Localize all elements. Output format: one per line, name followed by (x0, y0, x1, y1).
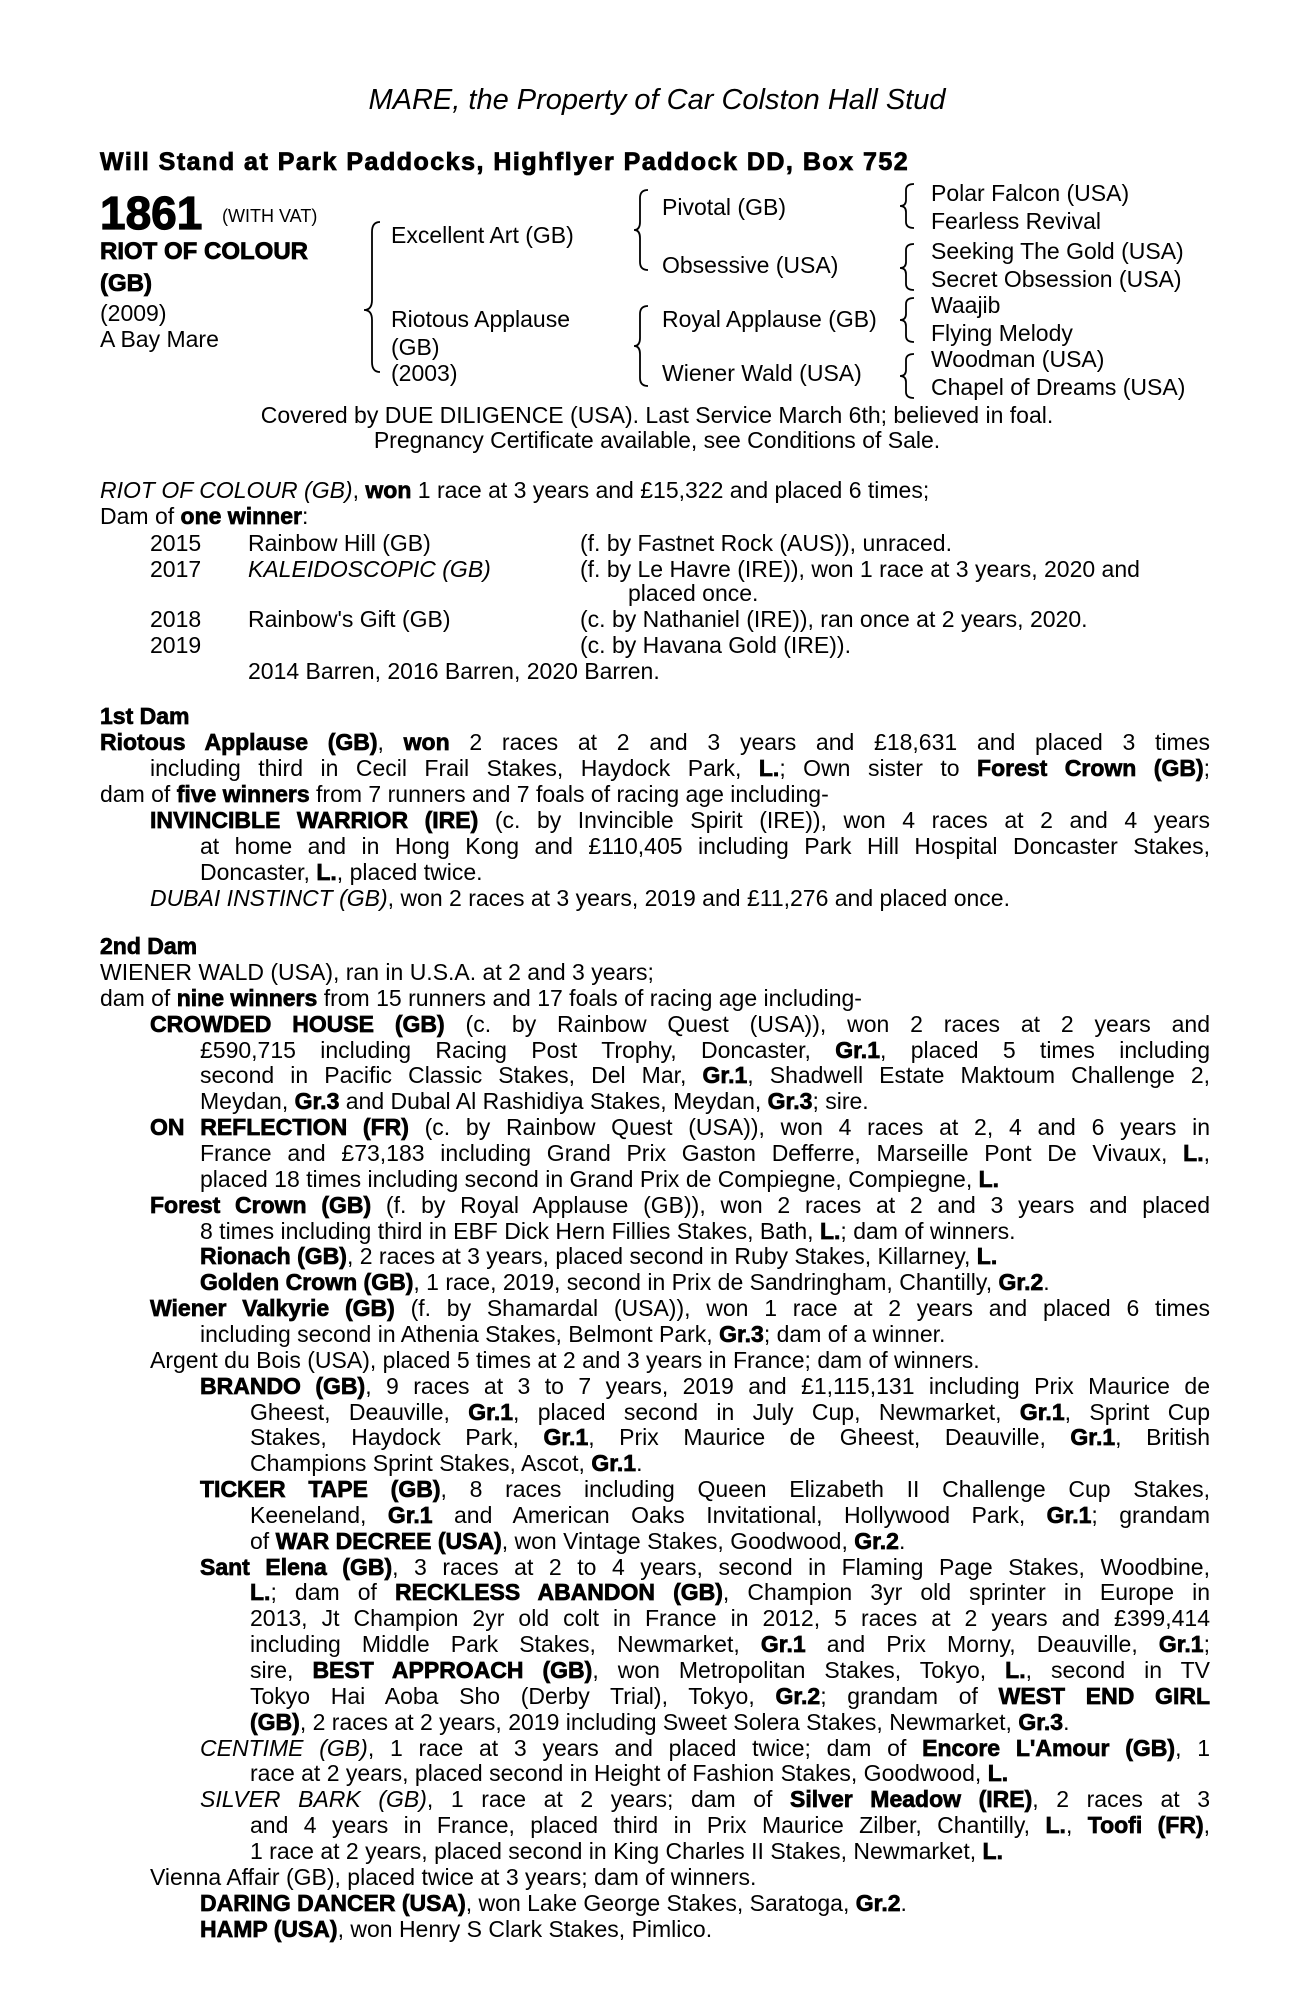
second-dam-line (150, 1193, 1210, 1219)
text-segment: , Shadwell Estate Maktoum Challenge 2, (747, 1062, 1211, 1089)
bold-text: Toofi (FR) (1087, 1812, 1204, 1839)
bold-text: Gr.1 (835, 1036, 880, 1063)
pedigree-dam-line3: (2003) (391, 360, 458, 386)
second-dam-line (250, 1425, 1210, 1451)
text-segment: , (1203, 1812, 1210, 1839)
bold-text: Gr.1 (387, 1501, 433, 1528)
second-dam-line (200, 1089, 1210, 1115)
bold-text: DARING DANCER (USA) (200, 1889, 466, 1916)
second-dam-line (200, 1063, 1210, 1089)
text-segment: , 2 races at 3 (1032, 1786, 1211, 1813)
bold-text: L. (250, 1579, 271, 1606)
text-segment: , 8 races including Queen Elizabeth II Challenge Cup Stakes, (440, 1476, 1210, 1502)
text-segment: ; grandam (1091, 1501, 1210, 1528)
bold-text: Gr.2 (855, 1889, 901, 1916)
text-segment: Tokyo Hai Aoba Sho (Derby Trial), Tokyo, (250, 1682, 776, 1709)
text-segment: , placed second in July Cup, Newmarket, (513, 1398, 1020, 1425)
text-segment: ; dam of winners. (840, 1217, 1016, 1244)
text-segment: placed 18 times including second in Grand Prix de Compiegne, Compiegne, (200, 1165, 979, 1192)
bold-text: L. (758, 755, 780, 781)
text-segment: , 9 races at 3 to 7 years, 2019 and £1,115,131 including Prix Maurice de (365, 1372, 1210, 1399)
bold-text: L. (1005, 1657, 1026, 1683)
second-dam-line (250, 1813, 1210, 1839)
bold-text: BEST APPROACH (GB) (312, 1657, 593, 1683)
foal-name: Rainbow Hill (GB) (248, 530, 431, 556)
bold-text: L. (987, 1760, 1009, 1787)
bold-text: five winners (176, 781, 310, 807)
first-dam-line (100, 886, 1260, 912)
text-segment: , 1 race at 3 years and placed twice; dam of (367, 1734, 923, 1761)
second-dam-line (150, 1348, 1210, 1374)
text-segment: dam of (100, 984, 177, 1011)
horse-name: RIOT OF COLOUR (GB) (100, 238, 308, 297)
first-dam-line (100, 860, 1310, 886)
text-segment: ; sire. (812, 1088, 869, 1115)
text-segment: of (250, 1527, 276, 1554)
text-segment: . (636, 1450, 643, 1477)
second-dam-line (100, 986, 1210, 1012)
pedigree-dsd: Flying Melody (931, 320, 1073, 346)
pregnancy-note: Pregnancy Certificate available, see Conditions of Sale. (373, 427, 941, 453)
text-segment: , Champion 3yr old sprinter in Europe in (722, 1579, 1210, 1606)
second-dam-line (100, 960, 1210, 986)
pedigree-sire-sire: Pivotal (GB) (662, 194, 786, 220)
bold-text: Golden Crown (GB) (200, 1269, 414, 1296)
pedigree-dss: Waajib (931, 292, 1001, 318)
first-dam-line (100, 730, 1210, 756)
second-dam-line (200, 1322, 1210, 1348)
intro-rest: 1 race at 3 years and £15,322 and placed 6 times; (411, 477, 930, 503)
second-dam-line (150, 1115, 1210, 1141)
foal-name: KALEIDOSCOPIC (GB) (248, 556, 491, 582)
bold-text: Gr.2 (998, 1269, 1044, 1296)
bold-text: Wiener Valkyrie (GB) (150, 1295, 395, 1321)
pedigree-dam-line2: (GB) (391, 334, 440, 360)
text-segment: including third in Cecil Frail Stakes, Haydock Park, (150, 755, 759, 781)
dam-of-end: : (301, 503, 309, 529)
second-dam-line (250, 1400, 1210, 1426)
second-dam-line (200, 1219, 1210, 1245)
bold-text: L. (1183, 1140, 1204, 1166)
italic-text: SILVER BARK (GB) (200, 1786, 427, 1813)
bold-text: Gr.1 (760, 1631, 806, 1658)
pedigree-dds: Woodman (USA) (931, 346, 1105, 372)
text-segment: . (900, 1889, 907, 1916)
bold-text: nine winners (176, 984, 318, 1011)
text-segment: , (377, 729, 404, 755)
text-segment: from 7 runners and 7 foals of racing age including- (309, 781, 829, 807)
second-dam-line (200, 1917, 1210, 1943)
barren-years: 2014 Barren, 2016 Barren, 2020 Barren. (248, 658, 660, 684)
text-segment: , 2 races at 3 years, placed second in Ruby Stakes, Killarney, (346, 1243, 977, 1270)
pedigree-dam-line1: Riotous Applause (391, 306, 571, 332)
text-segment: ; grandam of (820, 1682, 999, 1709)
bold-text: L. (1045, 1812, 1066, 1839)
bold-text: Gr.1 (543, 1424, 589, 1451)
text-segment: Argent du Bois (USA), placed 5 times at 2 and 3 years in France; dam of winners. (150, 1346, 980, 1373)
pedigree-braces (0, 0, 1314, 420)
text-segment: race at 2 years, placed second in Height of Fashion Stakes, Goodwood, (250, 1760, 988, 1787)
foal-details: (c. by Havana Gold (IRE)). (580, 632, 851, 658)
text-segment: ; Own sister to (779, 755, 978, 781)
bold-text: Gr.1 (702, 1062, 748, 1089)
text-segment: and Prix Morny, Deauville, (805, 1631, 1159, 1658)
bold-text: L. (316, 859, 337, 885)
text-segment: France and £73,183 including Grand Prix Gaston Defferre, Marseille Pont De Vivaux, (200, 1140, 1184, 1166)
bold-text: Gr.1 (591, 1450, 637, 1477)
produce-intro: RIOT OF COLOUR (GB), won 1 race at 3 years and £15,322 and placed 6 times; (100, 477, 930, 503)
text-segment: £590,715 including Racing Post Trophy, Doncaster, (200, 1036, 836, 1063)
text-segment: 1 race at 2 years, placed second in King Charles II Stakes, Newmarket, (250, 1837, 983, 1864)
text-segment: Doncaster, (200, 859, 317, 885)
pedigree-sds: Seeking The Gold (USA) (931, 238, 1184, 264)
text-segment: 8 times including third in EBF Dick Hern Fillies Stakes, Bath, (200, 1217, 820, 1244)
second-dam-line (250, 1761, 1210, 1787)
first-dam-line (100, 756, 1210, 782)
second-dam-line (250, 1684, 1210, 1710)
text-segment: Meydan, (200, 1088, 295, 1115)
horse-foaling-year: (2009) (100, 300, 167, 326)
bold-text: L. (978, 1165, 1000, 1192)
first-dam-line (100, 782, 1210, 808)
bold-text: ON REFLECTION (FR) (150, 1114, 409, 1141)
pedigree-sss: Polar Falcon (USA) (931, 180, 1130, 206)
text-segment: Champions Sprint Stakes, Ascot, (250, 1450, 592, 1477)
second-dam-line (200, 1244, 1210, 1270)
pedigree-dam-sire: Royal Applause (GB) (662, 306, 877, 332)
second-dam-line (150, 1865, 1210, 1891)
text-segment: , (1065, 1812, 1088, 1839)
second-dam-line (250, 1658, 1210, 1684)
pedigree-sire: Excellent Art (GB) (391, 222, 574, 248)
text-segment: (c. by Rainbow Quest (USA)), won 4 races at 2, 4 and 6 years in (408, 1114, 1210, 1141)
text-segment: dam of (100, 781, 177, 807)
second-dam-line (200, 1038, 1210, 1064)
second-dam-line (200, 1141, 1210, 1167)
text-segment: Vienna Affair (GB), placed twice at 3 years; dam of winners. (150, 1863, 757, 1890)
bold-text: WAR DECREE (USA) (275, 1527, 502, 1554)
foal-name: Rainbow's Gift (GB) (248, 606, 451, 632)
text-segment: , won Henry S Clark Stakes, Pimlico. (337, 1915, 713, 1942)
text-segment: , Prix Maurice de Gheest, Deauville, (588, 1424, 1071, 1451)
covering-note: Covered by DUE DILIGENCE (USA). Last Service March 6th; believed in foal. (260, 402, 1054, 428)
text-segment: (c. by Rainbow Quest (USA)), won 2 races at 2 years and (444, 1010, 1210, 1037)
first-dam-heading: 1st Dam (100, 703, 190, 729)
second-dam-line (250, 1710, 1210, 1736)
bold-text: Gr.1 (1046, 1501, 1092, 1528)
foal-details: (f. by Le Havre (IRE)), won 1 race at 3 years, 2020 and (580, 556, 1140, 582)
text-segment: (f. by Shamardal (USA)), won 1 race at 2 years and placed 6 times (394, 1295, 1211, 1321)
second-dam-line (250, 1529, 1210, 1555)
horse-description: A Bay Mare (100, 326, 219, 352)
second-dam-line (200, 1270, 1210, 1296)
foal-year: 2017 (150, 556, 202, 582)
second-dam-line (200, 1167, 1210, 1193)
text-segment: , won Vintage Stakes, Goodwood, (501, 1527, 855, 1554)
lot-number: 1861 (100, 187, 203, 239)
bold-text: L. (819, 1217, 841, 1244)
text-segment: . (898, 1527, 906, 1554)
second-dam-heading: 2nd Dam (100, 933, 198, 959)
pedigree-ddd: Chapel of Dreams (USA) (931, 374, 1186, 400)
bold-text: Gr.3 (1018, 1708, 1064, 1735)
text-segment: (f. by Royal Applause (GB)), won 2 races at 2 and 3 years and placed (371, 1191, 1210, 1218)
second-dam-line (250, 1632, 1210, 1658)
text-segment: and 4 years in France, placed third in Prix Maurice Zilber, Chantilly, (250, 1812, 1046, 1839)
text-segment: , placed twice. (336, 859, 483, 885)
bold-text: Gr.2 (775, 1682, 821, 1709)
italic-text: DUBAI INSTINCT (GB) (150, 885, 388, 911)
text-segment: and Dubal Al Rashidiya Stakes, Meydan, (339, 1088, 768, 1115)
text-segment: and American Oaks Invitational, Hollywood Park, (432, 1501, 1047, 1528)
second-dam-line (250, 1451, 1210, 1477)
bold-text: Gr.2 (854, 1527, 899, 1554)
pedigree-sire-dam: Obsessive (USA) (662, 252, 839, 278)
foal-year: 2018 (150, 606, 202, 632)
bold-text: Encore L'Amour (GB) (922, 1734, 1176, 1761)
bold-text: BRANDO (GB) (200, 1372, 366, 1399)
bold-text: Forest Crown (GB) (977, 755, 1204, 781)
bold-text: Gr.1 (1158, 1631, 1204, 1658)
bold-text: Forest Crown (GB) (150, 1191, 372, 1218)
bold-text: Silver Meadow (IRE) (790, 1786, 1033, 1813)
text-segment: from 15 runners and 17 foals of racing age including- (317, 984, 862, 1011)
second-dam-line (200, 1736, 1210, 1762)
text-segment: . (1063, 1708, 1070, 1735)
text-segment: 2 races at 2 and 3 years and £18,631 and placed 3 times (449, 729, 1210, 755)
text-segment: , 1 race at 2 years; dam of (426, 1786, 791, 1813)
foal-details-cont: placed once. (628, 580, 759, 606)
bold-text: TICKER TAPE (GB) (200, 1476, 441, 1502)
text-segment: , won Metropolitan Stakes, Tokyo, (592, 1657, 1006, 1683)
second-dam-line (200, 1555, 1210, 1581)
bold-text: INVINCIBLE WARRIOR (IRE) (150, 807, 479, 833)
second-dam-line (200, 1477, 1210, 1503)
text-segment: Keeneland, (250, 1501, 388, 1528)
dam-of-count: one winner (180, 503, 302, 529)
second-dam-line (200, 1787, 1210, 1813)
bold-text: L. (976, 1243, 998, 1270)
text-segment: ; (1203, 1631, 1210, 1658)
second-dam-line (250, 1606, 1210, 1632)
foal-year: 2019 (150, 632, 202, 658)
second-dam-line (250, 1503, 1210, 1529)
bold-text: (GB) (250, 1708, 300, 1735)
text-segment: , 3 races at 2 to 4 years, second in Flaming Page Stakes, Woodbine, (392, 1553, 1210, 1580)
bold-text: WEST END GIRL (998, 1682, 1210, 1709)
text-segment: , 2 races at 2 years, 2019 including Sweet Solera Stakes, Newmarket, (299, 1708, 1019, 1735)
foal-details: (f. by Fastnet Rock (AUS)), unraced. (580, 530, 952, 556)
bold-text: Gr.1 (468, 1398, 514, 1425)
text-segment: , second in TV (1025, 1657, 1210, 1683)
text-segment: sire, (250, 1657, 313, 1683)
text-segment: . (1043, 1269, 1050, 1296)
text-segment: , won Lake George Stakes, Saratoga, (465, 1889, 856, 1916)
text-segment: Stakes, Haydock Park, (250, 1424, 544, 1451)
text-segment: ; dam of a winner. (763, 1320, 946, 1347)
italic-text: CENTIME (GB) (200, 1734, 368, 1761)
foal-year: 2015 (150, 530, 202, 556)
text-segment: , (1203, 1140, 1210, 1166)
first-dam-line (100, 834, 1210, 860)
pedigree-ssd: Fearless Revival (931, 208, 1101, 234)
text-segment: (c. by Invincible Spirit (IRE)), won 4 races at 2 and 4 years (478, 807, 1210, 833)
first-dam-line (100, 808, 1210, 834)
pedigree-dam-dam: Wiener Wald (USA) (662, 360, 862, 386)
foal-details: (c. by Nathaniel (IRE)), ran once at 2 years, 2020. (580, 606, 1088, 632)
bold-text: won (403, 729, 450, 755)
bold-text: Gr.1 (1019, 1398, 1065, 1425)
text-segment: ; (1203, 755, 1210, 781)
text-segment: , Sprint Cup (1064, 1398, 1210, 1425)
bold-text: Gr.1 (1070, 1424, 1116, 1451)
text-segment: ; dam of (270, 1579, 395, 1606)
dam-of-label: Dam of (100, 503, 181, 529)
second-dam-line (200, 1891, 1210, 1917)
won-label: won (365, 477, 412, 503)
bold-text: Gr.3 (294, 1088, 340, 1115)
dam-of-line (100, 504, 1210, 530)
bold-text: Gr.3 (767, 1088, 813, 1115)
text-segment: , placed 5 times including (880, 1036, 1210, 1063)
text-segment: second in Pacific Classic Stakes, Del Mar, (200, 1062, 703, 1089)
text-segment: , won 2 races at 3 years, 2019 and £11,276 and placed once. (387, 885, 1010, 911)
bold-text: Rionach (GB) (200, 1243, 347, 1270)
text-segment: 2013, Jt Champion 2yr old colt in France in 2012, 5 races at 2 years and £399,414 (250, 1605, 1210, 1632)
bold-text: HAMP (USA) (200, 1915, 338, 1942)
second-dam-line (150, 1012, 1210, 1038)
bold-text: Riotous Applause (GB) (100, 729, 378, 755)
catalogue-header: MARE, the Property of Car Colston Hall Stud (368, 84, 946, 116)
mare-name: RIOT OF COLOUR (GB) (100, 477, 353, 503)
second-dam-line (250, 1580, 1210, 1606)
text-segment: WIENER WALD (USA), ran in U.S.A. at 2 and 3 years; (100, 959, 654, 985)
pedigree-sdd: Secret Obsession (USA) (931, 266, 1182, 292)
second-dam-line (250, 1839, 1210, 1865)
text-segment: , 1 race, 2019, second in Prix de Sandringham, Chantilly, (413, 1269, 999, 1296)
bold-text: Gr.3 (719, 1320, 764, 1347)
text-segment: at home and in Hong Kong and £110,405 including Park Hill Hospital Doncaster Stakes, (200, 833, 1210, 859)
stabling-location: Will Stand at Park Paddocks, Highflyer Paddock DD, Box 752 (100, 148, 910, 176)
bold-text: RECKLESS ABANDON (GB) (395, 1579, 723, 1606)
text-segment: including Middle Park Stakes, Newmarket, (250, 1631, 761, 1658)
bold-text: CROWDED HOUSE (GB) (150, 1010, 445, 1037)
second-dam-line (200, 1374, 1210, 1400)
text-segment: , 1 (1175, 1734, 1210, 1761)
text-segment: including second in Athenia Stakes, Belmont Park, (200, 1320, 720, 1347)
text-segment: Gheest, Deauville, (250, 1398, 469, 1425)
bold-text: Sant Elena (GB) (200, 1553, 393, 1580)
bold-text: L. (982, 1837, 1003, 1864)
text-segment: , British (1115, 1424, 1210, 1451)
lot-vat-note: (WITH VAT) (222, 206, 318, 226)
second-dam-line (150, 1296, 1210, 1322)
